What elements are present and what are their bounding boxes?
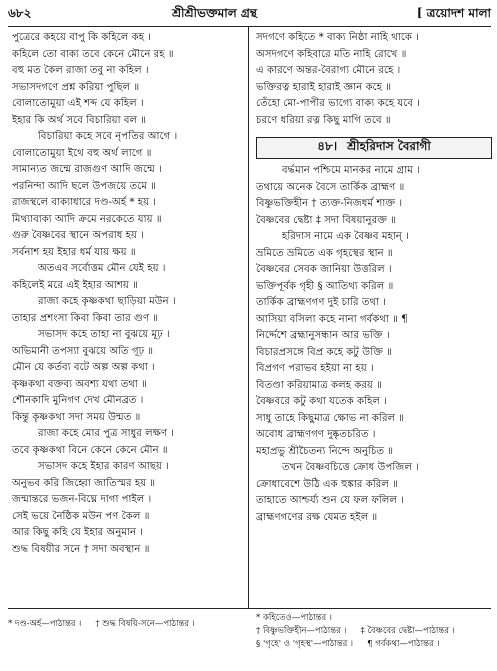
- verse-line: বৈষ্ণবের সেবক জানিয়া উত্তরিল ।: [256, 264, 392, 275]
- footnote: ¶ গর্বকথা—পাঠান্তর ।: [367, 639, 440, 649]
- footnotes-left: [8, 618, 243, 631]
- verse-line: বোলাতোমুয়া এই শব্দ যে কহিল ।: [12, 98, 144, 109]
- verse-line: তেঁহো মো-পাপীর ভাগ্যে বাক্য কহে যবে ।: [256, 98, 420, 109]
- verse-line: রাজা কহে মোর পুত্র সাধুর লক্ষণ ।: [38, 428, 175, 439]
- verse-line: বহু মত কৈল রাজা তবু না কহিল ।: [12, 65, 149, 76]
- verse-line: তাহার প্রশংসা কিবা কিবা তার গুণ ॥: [12, 312, 159, 324]
- verse-line: শৌনকাদি মুনিগণ দেখ মৌনব্রত ।: [12, 395, 144, 406]
- verse-line: কহিলেই মরে এই ইহার আশয় ॥: [12, 279, 138, 291]
- verse-line: বিপ্রগণ পরাভব হইয়া না হয় ।: [256, 363, 374, 374]
- running-title: শ্রীশ্রীভক্তমাল গ্রন্থ: [172, 6, 257, 20]
- footnotes-right: [256, 612, 496, 651]
- column-divider: [248, 26, 249, 609]
- verse-line: বোলাতোমুয়া ইথে বহু অর্থ লাগে ॥: [12, 147, 152, 159]
- section-number: ৪৮।: [317, 139, 338, 153]
- verse-line: ব্রাহ্মণগণের রক্ষ যেমত হইল ॥: [256, 511, 378, 523]
- verse-line: অতএব সর্বোত্তম মৌন যেই হয় ।: [38, 263, 166, 274]
- verse-line: পুত্রেরে কহয়ে বাপু কি কহিলে কহ ।: [12, 32, 151, 43]
- verse-line: মিথ্যাবাক্য আদি ক্রমে নরকেতে যায় ॥: [12, 213, 162, 225]
- verse-line: গুরু বৈষ্ণবের স্থানে অপরাধ হয় ।: [12, 230, 144, 241]
- verse-line: ক্রোধাবেশে উঠি এক হুঙ্কার করিল ॥: [256, 478, 398, 490]
- verse-line: ভক্তিরত্ন হারাই হারাই জ্ঞান কহে ॥: [256, 81, 392, 93]
- footnote: * দণ্ড-অর্হ—পাঠান্তর ।: [8, 619, 82, 629]
- right-bottom-verses: [256, 163, 492, 526]
- footnotes: [8, 612, 491, 667]
- verse-line: তাহাতে আশ্চর্য্য শুন যে ফল ফলিল ।: [256, 495, 404, 506]
- verse-line: রাজস্থলে বাক্যাধারে দণ্ড-অর্হ * হয় ।: [12, 197, 157, 208]
- verse-line: কিন্তু কৃষ্ণকথা সদা সময় উন্মত ॥: [12, 411, 141, 423]
- footnote: § 'গৃহে' ও 'গৃহস্থ'—পাঠান্তর ।: [256, 639, 354, 649]
- section-title: শ্রীহরিদাস বৈরাগী: [347, 139, 431, 153]
- verse-line: সভাসদ কহে তাহা না বুঝয়ে মূঢ় ।: [38, 329, 170, 340]
- verse-line: সভাসদগণে প্রশ্ন করিয়া পুছিল ॥: [12, 81, 140, 93]
- verse-line: কৃষ্ণকথা বক্তব্য অবশ্য যথা তথা ॥: [12, 378, 147, 390]
- verse-line: মৌন যে কর্তব্য বটে অল্প অল্প কথা ।: [12, 362, 155, 373]
- verse-line: নির্দ্দেশে ব্রহ্মানুসন্ধান আর ভক্তি ।: [256, 330, 390, 341]
- left-column: [12, 30, 240, 558]
- verse-line: তার্কিক ব্রাহ্মণগণ দুই চারি তথা ।: [256, 297, 386, 308]
- verse-line: বিষ্ণুভক্তিহীন † ত্যক্ত-নিজধর্ম শাক্ত ।: [256, 198, 403, 209]
- verse-line: জন্মান্তরে ভজন-বিঘ্নে দাগা পাইল ।: [12, 494, 152, 505]
- verse-line: আর কিছু কহি যে ইহার অনুমান ।: [12, 527, 143, 538]
- verse-line: এ কারণে অন্তর-বৈরাগ্য মৌনে রহে ।: [256, 65, 401, 76]
- verse-line: পরনিন্দা আদি ছলে উপজয়ে তমে ॥: [12, 180, 157, 192]
- verse-line: সর্বনাশ হয় ইহার ধর্ম যায় ক্ষয় ॥: [12, 246, 136, 258]
- right-column: [256, 30, 492, 526]
- verse-line: রাজা কহে কৃষ্ণকথা ছাড়িয়া মউন ।: [38, 296, 176, 307]
- verse-line: অনুভব করি জিহ্বো জাতিস্মর হয় ॥: [12, 477, 156, 489]
- footnote: † বিষ্ণুভক্তিহীন—পাঠান্তর ।: [256, 626, 347, 636]
- verse-line: হরিদাস নামে এক বৈষ্ণব মহান্‌ ।: [282, 231, 409, 242]
- footnote: † শুদ্ধ বিষয়ি-সনে—পাঠান্তর ।: [95, 619, 195, 629]
- verse-line: অভিমানী তপস্যা বুঝয়ে অতি গূঢ় ॥: [12, 345, 154, 357]
- right-top-verses: [256, 30, 492, 129]
- chapter-label: [ ত্রয়োদশ মালা: [416, 6, 491, 20]
- verse-line: বিচারিয়া কহে সবে নৃপতির আগে ।: [38, 131, 178, 142]
- page-header: [8, 6, 491, 24]
- verse-line: শুদ্ধ বিষয়ীর সনে † সদা অবস্থান ॥: [12, 543, 150, 555]
- verse-line: সভাসদ কহে ইহার কারণ আছয় ।: [38, 461, 169, 472]
- verse-line: বিতণ্ডা করিয়ামাত্র কলহ করয় ॥: [256, 379, 383, 391]
- verse-line: বিচারপ্রসঙ্গে বিপ্র কহে কটু উক্তি ॥: [256, 346, 392, 358]
- verse-line: বৈষ্ণবরে কটু কথা যতেক কহিল ।: [256, 396, 387, 407]
- footnote: * কহিতেও—পাঠান্তর ।: [256, 613, 332, 623]
- verse-line: মহাপ্রভু শ্রীচৈতন্য নিন্দে অনুচিত ॥: [256, 445, 394, 457]
- verse-line: অবোধ ব্রাহ্মণগণ দুষ্কৃতচরিত ।: [256, 429, 376, 440]
- verse-line: কহিলে তো বাক্য তবে কেনে মৌনে রহ ॥: [12, 48, 174, 60]
- verse-line: আসিয়া বসিলা কহে নানা গর্বকথা ॥ ¶: [256, 313, 408, 325]
- verse-line: সদগণে কহিতে * বাক্য নিষ্ঠা নাহি থাকে ।: [256, 32, 419, 43]
- footnote-rule: [8, 608, 491, 609]
- verse-line: ভক্তিপূর্বক গৃহী § আতিথ্য করিল ॥: [256, 280, 394, 292]
- verse-line: তবে কৃষ্ণকথা বিনে কেনে কেনে মৌন ॥: [12, 444, 168, 456]
- verse-line: অসদগণে কহিবারে মতি নাহি রোখে ॥: [256, 48, 407, 60]
- verse-line: সাধু তাহে কিছুমাত্র ক্ষোভ না করিল ॥: [256, 412, 405, 424]
- verse-line: তখন বৈষ্ণবচিত্তে ক্রোধ উপজিল ।: [282, 462, 419, 473]
- verse-line: বর্দ্ধমান পশ্চিমে মানকর নামে গ্রাম ।: [282, 165, 420, 176]
- verse-line: সেই ভয়ে নৈষ্ঠিক মউন পণ কৈল ॥: [12, 510, 150, 522]
- verse-line: তথায়ে অনেক বৈসে তার্কিক ব্রাহ্মণ ॥: [256, 181, 405, 193]
- footnote: ‡ বৈষ্ণবের দ্বেষ্টা—পাঠান্তর ।: [360, 626, 455, 636]
- verse-line: ভ্রমিতে ভ্রমিতে এক গৃহস্থের স্থান ॥: [256, 247, 393, 259]
- verse-line: সামান্যত জন্মে রাজগুণ আদি জন্মে ।: [12, 164, 162, 175]
- verse-line: চরণে ধরিয়া রত্ন কিছু মাগি তবে ॥: [256, 114, 391, 126]
- page-number: ৬৮২: [8, 6, 32, 20]
- verse-line: বৈষ্ণবের দ্বেষ্টা ‡ সদা বিষয়ানুরক্ত ॥: [256, 214, 397, 226]
- header-rule: [8, 26, 491, 27]
- verse-line: ইহার কি অর্থ সবে বিচারিয়া বল ॥: [12, 114, 147, 126]
- section-heading: [256, 137, 492, 159]
